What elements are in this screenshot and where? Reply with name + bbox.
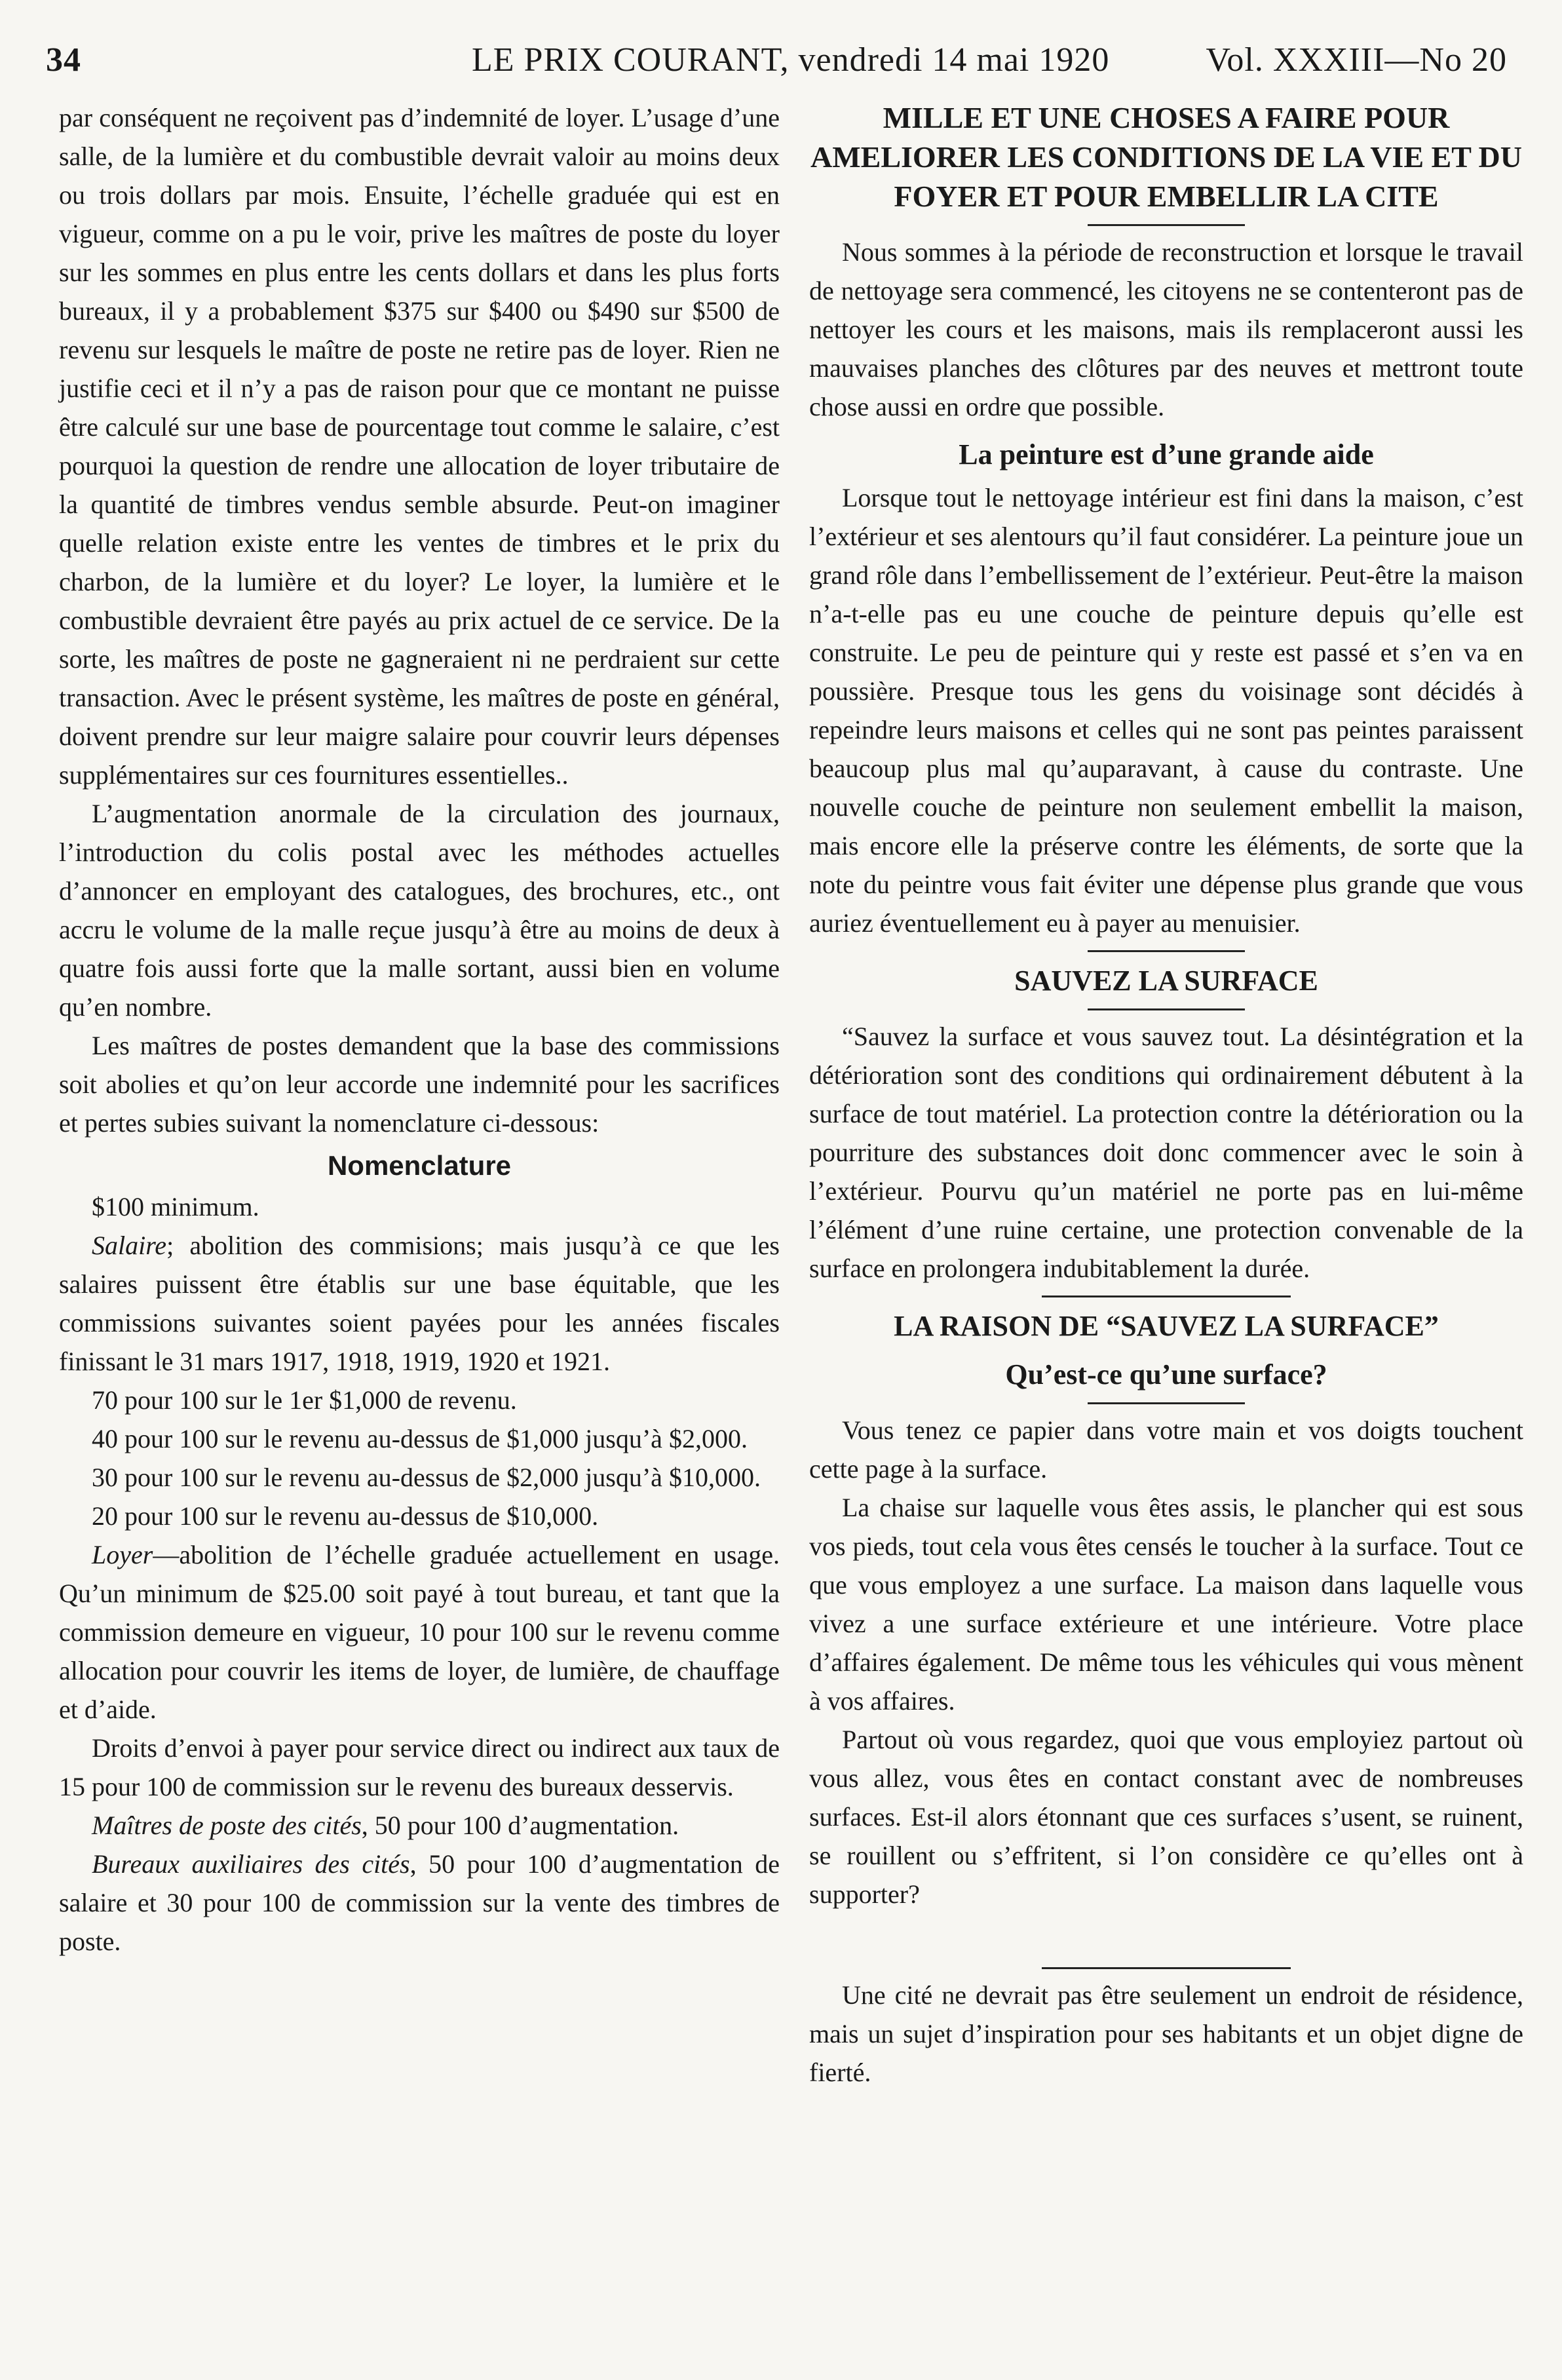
paragraph: Vous tenez ce papier dans votre main et vos doigts touchent cette page à la surface.	[809, 1415, 1523, 1484]
article-title: MILLE ET UNE CHOSES A FAIRE POUR AMELIORER LES CONDITIONS DE LA VIE ET DU FOYER ET POUR EMBELLIR LA CITE	[810, 101, 1522, 213]
paragraph: Les maîtres de postes demandent que la base des commissions soit abolies et qu’on leur accorde une indemnité pour les sacrifices et pertes subies suivant la nomenclature ci-dessous:	[59, 1031, 780, 1138]
divider	[1088, 950, 1245, 952]
section-heading: LA RAISON DE “SAUVEZ LA SURFACE”	[894, 1310, 1439, 1342]
paragraph: L’augmentation anormale de la circulation des journaux, l’introduction du colis postal avec les méthodes actuelles d’annoncer en employant des catalogues, des brochures, etc., ont accru le volume de la malle reçue jusqu’à être au moins de deux à quatre fois aussi forte que la malle sortant, aussi bien en volume qu’en nombre.	[59, 799, 780, 1022]
paragraph: Droits d’envoi à payer pour service direct ou indirect aux taux de 15 pour 100 de commission sur le revenu des bureaux desservis.	[59, 1733, 780, 1801]
spacer	[809, 1913, 1523, 1959]
rate-line: 20 pour 100 sur le revenu au-dessus de $10,000.	[92, 1501, 599, 1531]
divider	[1088, 1402, 1245, 1404]
divider	[1042, 1296, 1291, 1297]
page-number: 34	[46, 41, 81, 79]
divider	[1088, 224, 1245, 226]
paragraph-text: , 50 pour 100 d’augmentation.	[361, 1811, 679, 1840]
paragraph	[59, 1535, 780, 1729]
italic-label: Salaire	[92, 1231, 167, 1260]
paragraph: Une cité ne devrait pas être seulement un endroit de résidence, mais un sujet d’inspiration pour ses habitants et un objet digne de fierté.	[809, 1980, 1523, 2087]
page-header	[46, 41, 1507, 86]
section-subheading: Qu’est-ce qu’une surface?	[1005, 1358, 1327, 1391]
paragraph-text: , 50 pour 100 d’augmentation de salaire et 30 pour 100 de commission sur la vente des timbres de poste.	[59, 1849, 780, 1956]
paragraph: La chaise sur laquelle vous êtes assis, le plancher qui est sous vos pieds, tout cela vous êtes censés le toucher à la surface. Tout ce que vous employez a une surface. La maison dans laquelle vous vivez a une surface extérieure et une intérieure. Votre place d’affaires également. De même tous les véhicules qui vous mènent à vos affaires.	[809, 1493, 1523, 1716]
section-heading: Nomenclature	[327, 1150, 512, 1181]
divider	[1088, 1008, 1245, 1010]
paragraph: Partout où vous regardez, quoi que vous employiez partout où vous allez, vous êtes en contact constant avec de nombreuses surfaces. Est-il alors étonnant que ces surfaces s’usent, se ruinent, se rouillent ou s’effritent, si l’on considère ce qu’elles ont à supporter?	[809, 1725, 1523, 1909]
publication-title: LE PRIX COURANT, vendredi 14 mai 1920	[472, 41, 1110, 79]
paragraph-text: —abolition de l’échelle graduée actuellement en usage. Qu’un minimum de $25.00 soit payé à tout bureau, et tant que la commission demeure en vigueur, 10 pour 100 sur le revenu comme allocation pour couvrir les items de loyer, de lumière, de chauffage et d’aide.	[59, 1540, 780, 1724]
divider	[1042, 1967, 1291, 1969]
section-heading: La peinture est d’une grande aide	[959, 438, 1374, 470]
italic-label: Loyer	[92, 1540, 153, 1569]
rate-line: 70 pour 100 sur le 1er $1,000 de revenu.	[92, 1385, 517, 1415]
section-heading: SAUVEZ LA SURFACE	[1014, 965, 1318, 997]
italic-label: Maîtres de poste des cités	[92, 1811, 362, 1840]
paragraph	[59, 1845, 780, 1961]
paragraph	[59, 1226, 780, 1381]
paragraph-text: ; abolition des commisions; mais jusqu’à ce que les salaires puissent être établis sur une base équitable, que les commissions suivantes soient payées pour les années fiscales finissant le 31 mars 1917, 1918, 1919, 1920 et 1921.	[59, 1231, 780, 1376]
paragraph: Nous sommes à la période de reconstruction et lorsque le travail de nettoyage sera commencé, les citoyens ne se contenteront pas de nettoyer les cours et les maisons, mais ils remplaceront aussi les mauvaises planches des clôtures par des neuves et mettront toute chose aussi en ordre que possible.	[809, 237, 1523, 421]
left-column	[59, 98, 780, 1961]
paragraph: “Sauvez la surface et vous sauvez tout. La désintégration et la détérioration sont des conditions qui ordinairement débutent à la surface de tout matériel. La protection contre la détérioration ou la pourriture des substances doit donc commencer avec le soin à l’extérieur. Pourvu qu’un matériel ne porte pas en lui-même l’élément d’une ruine certaine, une protection convenable de la surface en prolongera indubitablement la durée.	[809, 1022, 1523, 1283]
italic-label: Bureaux auxiliaires des cités	[92, 1849, 410, 1879]
paragraph: Lorsque tout le nettoyage intérieur est fini dans la maison, c’est l’extérieur et ses alentours qu’il faut considérer. La peinture joue un grand rôle dans l’embellissement de l’extérieur. Peut-être la maison n’a-t-elle pas eu une couche de peinture depuis qu’elle est construite. Le peu de peinture qui y reste est passé et s’en va en poussière. Presque tous les gens du voisinage sont décidés à repeindre leurs maisons et celles qui ne sont pas peintes paraissent beaucoup plus mal qu’auparavant, à cause du contraste. Une nouvelle couche de peinture non seulement embellit la maison, mais encore elle la préserve contre les éléments, de sorte que la note du peintre vous fait éviter une dépense plus grande que vous auriez éventuellement eu à payer au menuisier.	[809, 483, 1523, 938]
rate-line: 30 pour 100 sur le revenu au-dessus de $2,000 jusqu’à $10,000.	[92, 1463, 761, 1492]
right-column	[809, 98, 1523, 2092]
volume-number: Vol. XXXIII—No 20	[1206, 41, 1507, 79]
paragraph: $100 minimum.	[92, 1192, 259, 1221]
paragraph	[59, 1806, 780, 1845]
paragraph: par conséquent ne reçoivent pas d’indemnité de loyer. L’usage d’une salle, de la lumière et du combustible devrait valoir au moins deux ou trois dollars par mois. Ensuite, l’échelle graduée qui est en vigueur, comme on a pu le voir, prive les maîtres de poste du loyer sur les sommes en plus entre les cents dollars et dans les plus forts bureaux, il y a probablement $375 sur $400 ou $490 sur $500 de revenu sur lesquels le maître de poste ne retire pas de loyer. Rien ne justifie ceci et il n’y a pas de raison pour que ce montant ne puisse être calculé sur une base de pourcentage tout comme le salaire, c’est pourquoi la question de rendre une allocation de loyer tributaire de la quantité de timbres vendus semble absurde. Peut-on imaginer quelle relation existe entre les ventes de timbres et le prix du charbon, de la lumière et du loyer? Le loyer, la lumière et le combustible devraient être payés au prix actuel de ce service. De la sorte, les maîtres de poste ne gagneraient ni ne perdraient sur cette transaction. Avec le présent système, les maîtres de poste en général, doivent prendre sur leur maigre salaire pour couvrir leurs dépenses supplémentaires sur ces fournitures essentielles..	[59, 103, 780, 790]
rate-line: 40 pour 100 sur le revenu au-dessus de $1,000 jusqu’à $2,000.	[92, 1424, 748, 1453]
